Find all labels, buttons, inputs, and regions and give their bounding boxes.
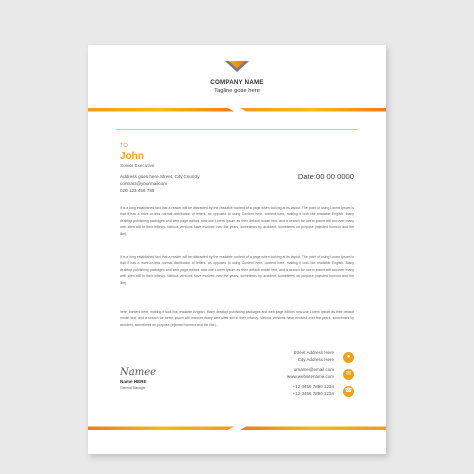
recipient-title: Sonior Executive [120,163,155,168]
recipient-address: Address goes here,Street, City,Country [120,174,200,179]
recipient-name: John [120,151,144,162]
contact-phones [293,384,334,397]
to-label: TO [120,143,128,149]
footer-accent-band [88,423,386,431]
contact-online [287,367,334,380]
company-name: COMPANY NAME [210,79,264,86]
contact-address-line2: City Address Here [297,356,334,362]
phone-icon: ☎ [343,386,354,397]
company-logo-icon [225,61,249,73]
letter-date: Date:00 00 0000 [297,172,354,181]
signatory-name: Name HERE [120,379,147,384]
contact-address [293,350,334,363]
signature-script: Namee [120,367,157,378]
body-paragraph-2: It is a long established fact that a reader will be distracted by the readable content of a page when looking at its layout. The point of using Lorem Ipsum is that it has a more-or-less normal distribution of letters, as opposed to using Content here, content here, making it look like readable English. Many desktop publishing packages and web page editors now use Lorem Ipsum as their default model text, and a search for lorem ipsum will uncover many web sites still in their infancy. Various versions have evolved over the years, sometimes by accident, sometimes on purpose (injected humour and the like). [120,255,354,285]
recipient-phone: 020 123 456 789 [120,188,155,193]
body-paragraph-3: here, content here, making it look like readable English. Many desktop publishing packages and web page editors now use Lorem Ipsum as their default model text, and a search for lorem ipsum will uncover many web sites still in their infancy. Various versions have evolved over the years, sometimes by accident, sometimes on purpose (injected humour and the like). [120,310,354,327]
recipient-email: contract@yourmailcom [120,181,168,186]
email-icon: ✉ [343,369,354,380]
contact-website[interactable]: www.websitename.com [286,373,334,379]
header-accent-band [88,107,386,115]
letterhead-page [88,45,386,454]
divider-line [116,129,358,130]
location-icon: ● [343,352,354,363]
body-paragraph-1: It is a long established fact that a reader will be distracted by the readable content of a page when looking at its layout. The point of using Lorem Ipsum is that it has a more-or-less normal distribution of letters, as opposed to using Content here, content here, making it look like readable English. Many desktop publishing packages and web page editors now use Lorem Ipsum as their default model text, and a search for lorem ipsum will uncover many web sites still in their infancy. Various versions have evolved over the years, sometimes by accident, sometimes on purpose (injected humour and the like). [120,206,354,236]
contact-phone-1: +12 3456 7890 1234 [292,384,334,389]
company-tagline: Tagline gose here [214,88,260,94]
contact-phone-2: +12 3456 7890 1234 [292,390,334,396]
contact-address-line1: Street Address Here [293,350,334,355]
signatory-role: General Manager [120,386,146,390]
contact-email[interactable]: urname@email.com [293,367,334,372]
